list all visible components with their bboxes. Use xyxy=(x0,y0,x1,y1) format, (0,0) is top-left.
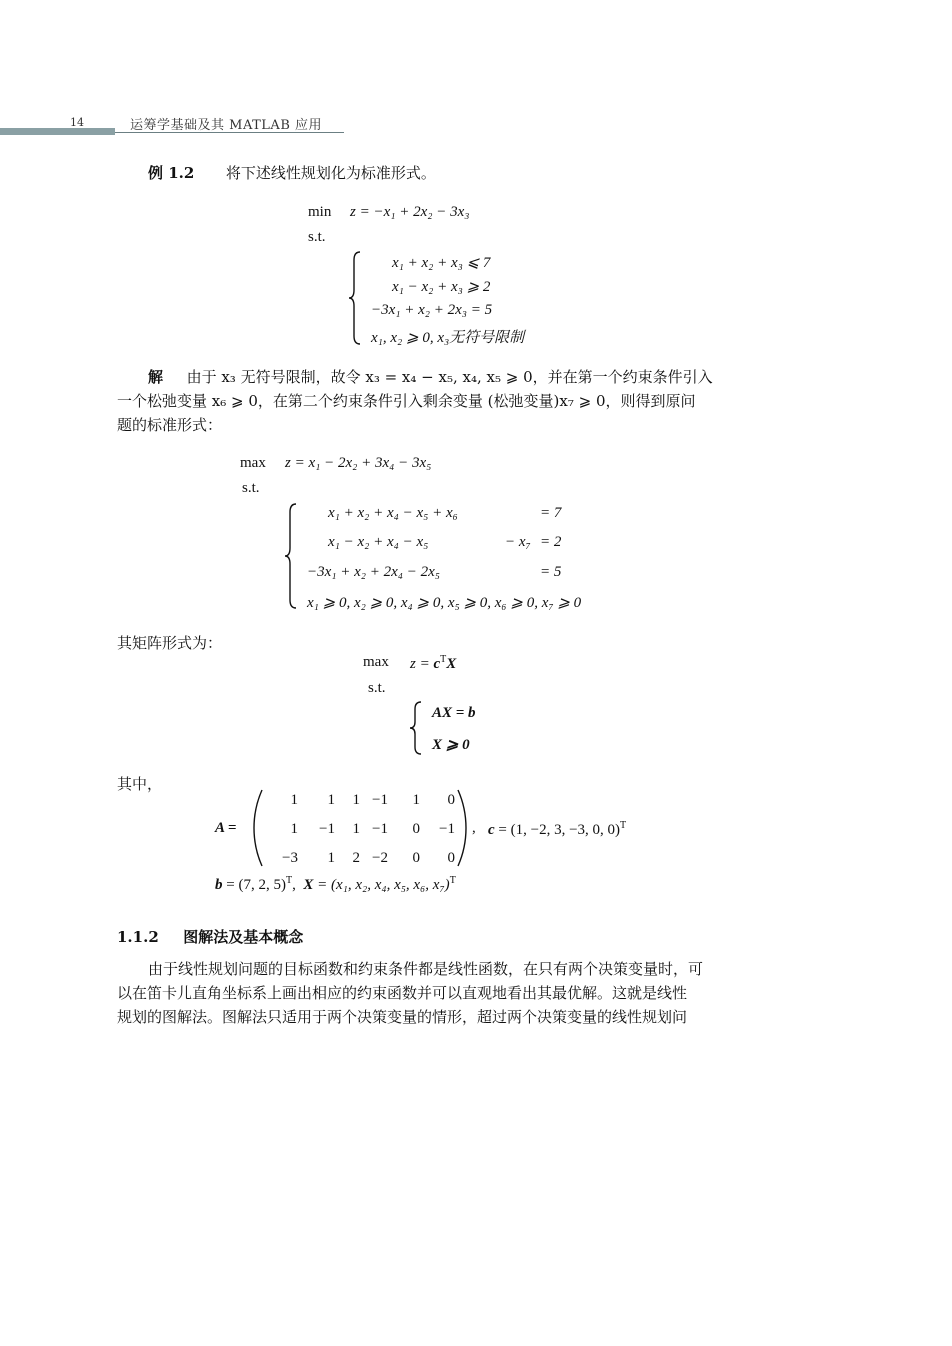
matrix-objective-c: c xyxy=(433,656,441,672)
matrix-a-label: A = xyxy=(215,820,237,836)
standard-constraint-2-rhs: = 2 xyxy=(540,534,562,550)
example-constraint-4: x₁, x₂ ⩾ 0, x₃无符号限制 xyxy=(371,330,525,346)
solution-line-1 xyxy=(148,366,713,389)
section-heading xyxy=(117,926,303,947)
matrix-a-cell: 0 xyxy=(447,792,455,808)
standard-st: s.t. xyxy=(242,480,260,496)
example-constraint-1: x₁ + x₂ + x₃ ⩽ 7 xyxy=(392,255,491,271)
matrix-a-cell: 0 xyxy=(412,821,420,837)
section-title: 图解法及基本概念 xyxy=(183,928,304,946)
matrix-a-cell: 1 xyxy=(290,792,298,808)
matrix-constraint-2: X ⩾ 0 xyxy=(432,737,470,753)
example-label: 例 1.2 xyxy=(148,164,195,182)
matrix-a-right-paren xyxy=(456,788,468,868)
matrix-a-cell: −1 xyxy=(319,821,335,837)
matrix-a-cell: −1 xyxy=(439,821,455,837)
standard-objective-keyword: max xyxy=(240,455,266,471)
example-heading xyxy=(148,162,436,185)
example-objective-keyword: min xyxy=(308,204,332,220)
vector-x-transpose: T xyxy=(449,875,456,886)
standard-constraint-2: x₁ − x₂ + x₄ − x₅ xyxy=(328,534,429,550)
vector-b-label: b xyxy=(215,877,223,893)
example-statement: 将下述线性规划化为标准形式。 xyxy=(225,164,436,182)
example-objective: z = −x₁ + 2x₂ − 3x₃ xyxy=(350,204,470,220)
standard-constraint-3-rhs: = 5 xyxy=(540,564,562,580)
matrix-a-cell: 0 xyxy=(412,850,420,866)
standard-constraint-1: x₁ + x₂ + x₄ − x₅ + x₆ xyxy=(328,505,458,521)
standard-objective: z = x₁ − 2x₂ + 3x₄ − 3x₅ xyxy=(285,455,432,471)
example-constraint-3: −3x₁ + x₂ + 2x₃ = 5 xyxy=(371,302,493,318)
standard-left-brace xyxy=(284,502,298,610)
example-st: s.t. xyxy=(308,229,326,245)
matrix-left-brace xyxy=(409,700,423,756)
section-paragraph-line-3: 规划的图解法。图解法只适用于两个决策变量的情形，超过两个决策变量的线性规划问 xyxy=(117,1008,688,1026)
matrix-a-cell: −1 xyxy=(372,821,388,837)
matrix-objective-keyword: max xyxy=(363,654,389,670)
matrix-a-cell: −2 xyxy=(372,850,388,866)
section-number: 1.1.2 xyxy=(117,928,159,946)
matrix-a-comma: , xyxy=(472,820,476,836)
matrix-a-left-paren xyxy=(252,788,264,868)
matrix-a-cell: 1 xyxy=(290,821,298,837)
header-accent-bar xyxy=(0,128,115,135)
matrix-a-cell: 1 xyxy=(412,792,420,808)
standard-constraint-1-rhs: = 7 xyxy=(540,505,562,521)
vector-c-value: = (1, −2, 3, −3, 0, 0) xyxy=(494,822,621,838)
matrix-form-intro: 其矩阵形式为： xyxy=(117,634,223,652)
section-paragraph-line-1: 由于线性规划问题的目标函数和约束条件都是线性函数，在只有两个决策变量时，可 xyxy=(148,960,704,978)
where-intro: 其中， xyxy=(117,775,163,793)
solution-text-1: 由于 x₃ 无符号限制，故令 x₃ = x₄ − x₅, x₄, x₅ ⩾ 0，并在第一个约束条件引入 xyxy=(186,368,713,386)
vector-c-label: c xyxy=(488,822,495,838)
matrix-objective xyxy=(410,654,456,673)
matrix-a-cell: 2 xyxy=(352,850,360,866)
standard-constraint-4: x₁ ⩾ 0, x₂ ⩾ 0, x₄ ⩾ 0, x₅ ⩾ 0, x₆ ⩾ 0, x₇ ⩾ 0 xyxy=(307,595,582,611)
matrix-objective-z: z = xyxy=(410,656,434,672)
matrix-a-cell: 1 xyxy=(327,850,335,866)
vector-b-value: = (7, 2, 5) xyxy=(222,877,286,893)
matrix-st: s.t. xyxy=(368,680,386,696)
running-title: 运筹学基础及其 MATLAB 应用 xyxy=(130,118,322,133)
matrix-a-cell: −1 xyxy=(372,792,388,808)
vector-b-transpose: T xyxy=(285,875,293,886)
matrix-a-cell: 1 xyxy=(327,792,335,808)
matrix-a-cell: −3 xyxy=(282,850,298,866)
solution-label: 解 xyxy=(148,368,164,386)
vector-c xyxy=(488,820,626,839)
matrix-objective-transpose: T xyxy=(440,654,447,665)
standard-constraint-3: −3x₁ + x₂ + 2x₄ − 2x₅ xyxy=(307,564,440,580)
vector-x-label: X xyxy=(303,877,314,893)
matrix-constraint-1: AX = b xyxy=(432,705,476,721)
standard-constraint-2-slack: − x₇ xyxy=(505,534,531,550)
matrix-a-cell: 1 xyxy=(352,821,360,837)
vector-c-transpose: T xyxy=(620,820,627,831)
matrix-a-cell: 0 xyxy=(447,850,455,866)
vector-x-value: = (x₁, x₂, x₄, x₅, x₆, x₇) xyxy=(313,877,450,893)
solution-line-3: 题的标准形式： xyxy=(117,416,223,434)
matrix-objective-x: X xyxy=(446,656,457,672)
section-paragraph-line-2: 以在笛卡儿直角坐标系上画出相应的约束函数并可以直观地看出其最优解。这就是线性 xyxy=(117,984,688,1002)
page-number: 14 xyxy=(70,116,84,129)
matrix-a-cell: 1 xyxy=(352,792,360,808)
vector-b-and-x: b = (7, 2, 5)$^T$, X = (x₁, x₂, x₄, x₅, x₆, x₇)$^T$ xyxy=(215,875,456,893)
example-constraint-2: x₁ − x₂ + x₃ ⩾ 2 xyxy=(392,279,491,295)
example-left-brace xyxy=(348,250,362,346)
solution-line-2: 一个松弛变量 x₆ ⩾ 0，在第二个约束条件引入剩余变量 (松弛变量)x₇ ⩾ 0，则得到原问 xyxy=(117,392,696,410)
